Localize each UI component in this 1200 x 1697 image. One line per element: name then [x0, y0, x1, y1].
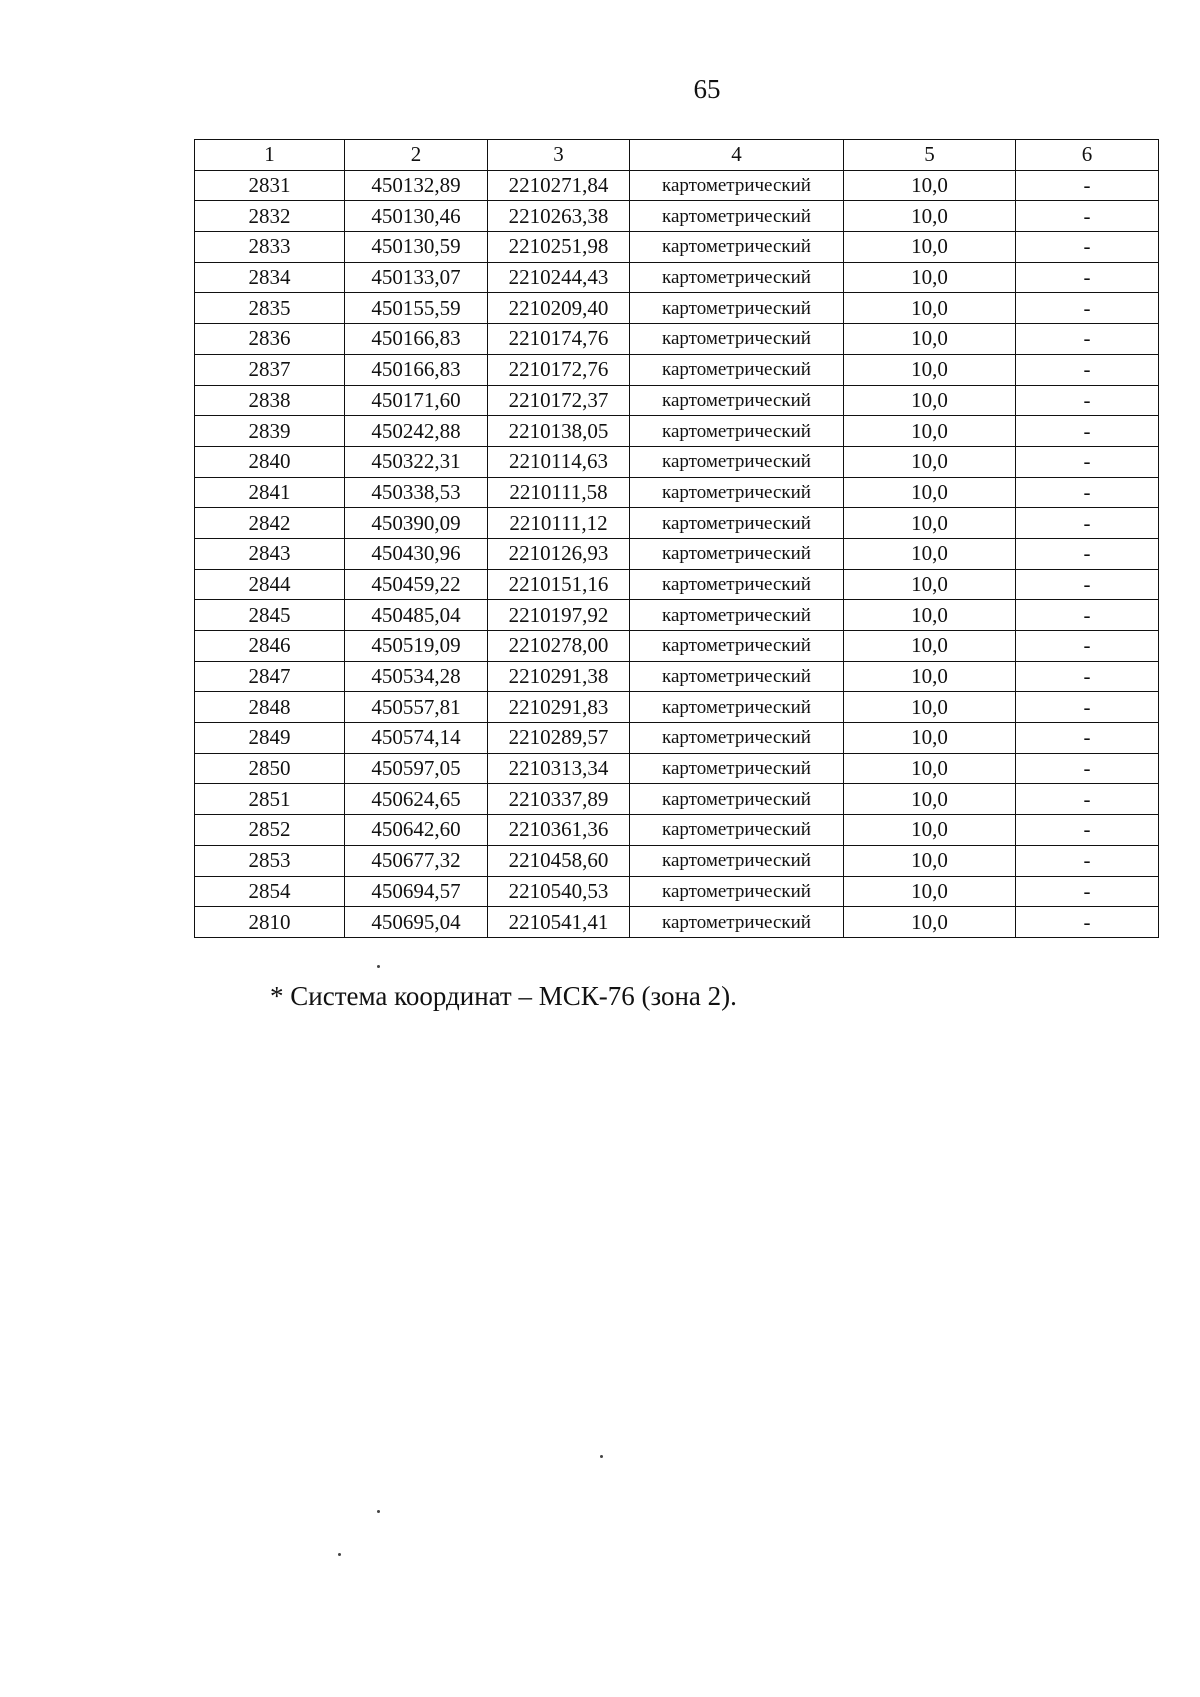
note-cell: - — [1016, 753, 1159, 784]
point-number-cell: 2843 — [195, 538, 345, 569]
y-coordinate-cell: 2210151,16 — [488, 569, 630, 600]
y-coordinate-cell: 2210138,05 — [488, 416, 630, 447]
y-coordinate-cell: 2210271,84 — [488, 170, 630, 201]
point-number-cell: 2832 — [195, 201, 345, 232]
x-coordinate-cell: 450557,81 — [345, 692, 488, 723]
point-number-cell: 2839 — [195, 416, 345, 447]
x-coordinate-cell: 450519,09 — [345, 631, 488, 662]
x-coordinate-cell: 450624,65 — [345, 784, 488, 815]
accuracy-cell: 10,0 — [844, 293, 1016, 324]
x-coordinate-cell: 450642,60 — [345, 815, 488, 846]
point-number-cell: 2831 — [195, 170, 345, 201]
coordinates-table — [194, 139, 1159, 938]
table-row — [195, 845, 1159, 876]
y-coordinate-cell: 2210458,60 — [488, 845, 630, 876]
note-cell: - — [1016, 631, 1159, 662]
footnote: * Система координат – МСК-76 (зона 2). — [270, 981, 737, 1011]
x-coordinate-cell: 450133,07 — [345, 262, 488, 293]
accuracy-cell: 10,0 — [844, 815, 1016, 846]
table-row — [195, 661, 1159, 692]
point-number-cell: 2849 — [195, 723, 345, 754]
note-cell: - — [1016, 508, 1159, 539]
x-coordinate-cell: 450130,59 — [345, 232, 488, 263]
note-cell: - — [1016, 232, 1159, 263]
method-cell: картометрический — [630, 907, 844, 938]
accuracy-cell: 10,0 — [844, 538, 1016, 569]
y-coordinate-cell: 2210291,38 — [488, 661, 630, 692]
table-row — [195, 538, 1159, 569]
method-cell: картометрический — [630, 692, 844, 723]
note-cell: - — [1016, 723, 1159, 754]
point-number-cell: 2833 — [195, 232, 345, 263]
point-number-cell: 2852 — [195, 815, 345, 846]
table-row — [195, 354, 1159, 385]
method-cell: картометрический — [630, 753, 844, 784]
accuracy-cell: 10,0 — [844, 753, 1016, 784]
point-number-cell: 2851 — [195, 784, 345, 815]
column-header: 3 — [488, 140, 630, 171]
accuracy-cell: 10,0 — [844, 600, 1016, 631]
x-coordinate-cell: 450171,60 — [345, 385, 488, 416]
y-coordinate-cell: 2210172,76 — [488, 354, 630, 385]
note-cell: - — [1016, 569, 1159, 600]
point-number-cell: 2854 — [195, 876, 345, 907]
note-cell: - — [1016, 201, 1159, 232]
y-coordinate-cell: 2210174,76 — [488, 324, 630, 355]
method-cell: картометрический — [630, 876, 844, 907]
table-row — [195, 201, 1159, 232]
method-cell: картометрический — [630, 815, 844, 846]
point-number-cell: 2845 — [195, 600, 345, 631]
table-row — [195, 324, 1159, 355]
note-cell: - — [1016, 477, 1159, 508]
method-cell: картометрический — [630, 385, 844, 416]
point-number-cell: 2841 — [195, 477, 345, 508]
note-cell: - — [1016, 293, 1159, 324]
note-cell: - — [1016, 385, 1159, 416]
x-coordinate-cell: 450242,88 — [345, 416, 488, 447]
table-row — [195, 692, 1159, 723]
x-coordinate-cell: 450459,22 — [345, 569, 488, 600]
table-row — [195, 508, 1159, 539]
point-number-cell: 2847 — [195, 661, 345, 692]
x-coordinate-cell: 450322,31 — [345, 446, 488, 477]
accuracy-cell: 10,0 — [844, 692, 1016, 723]
note-cell: - — [1016, 354, 1159, 385]
point-number-cell: 2835 — [195, 293, 345, 324]
point-number-cell: 2837 — [195, 354, 345, 385]
accuracy-cell: 10,0 — [844, 631, 1016, 662]
table-row — [195, 784, 1159, 815]
note-cell: - — [1016, 661, 1159, 692]
method-cell: картометрический — [630, 631, 844, 662]
table-row — [195, 385, 1159, 416]
point-number-cell: 2853 — [195, 845, 345, 876]
y-coordinate-cell: 2210172,37 — [488, 385, 630, 416]
note-cell: - — [1016, 692, 1159, 723]
method-cell: картометрический — [630, 416, 844, 447]
accuracy-cell: 10,0 — [844, 876, 1016, 907]
table-header-row — [195, 140, 1159, 171]
accuracy-cell: 10,0 — [844, 569, 1016, 600]
note-cell: - — [1016, 845, 1159, 876]
accuracy-cell: 10,0 — [844, 845, 1016, 876]
x-coordinate-cell: 450130,46 — [345, 201, 488, 232]
point-number-cell: 2846 — [195, 631, 345, 662]
method-cell: картометрический — [630, 324, 844, 355]
accuracy-cell: 10,0 — [844, 201, 1016, 232]
y-coordinate-cell: 2210251,98 — [488, 232, 630, 263]
x-coordinate-cell: 450574,14 — [345, 723, 488, 754]
table-body — [195, 170, 1159, 937]
y-coordinate-cell: 2210337,89 — [488, 784, 630, 815]
method-cell: картометрический — [630, 538, 844, 569]
accuracy-cell: 10,0 — [844, 262, 1016, 293]
method-cell: картометрический — [630, 661, 844, 692]
method-cell: картометрический — [630, 293, 844, 324]
method-cell: картометрический — [630, 477, 844, 508]
x-coordinate-cell: 450166,83 — [345, 324, 488, 355]
x-coordinate-cell: 450677,32 — [345, 845, 488, 876]
note-cell: - — [1016, 815, 1159, 846]
y-coordinate-cell: 2210197,92 — [488, 600, 630, 631]
method-cell: картометрический — [630, 784, 844, 815]
method-cell: картометрический — [630, 600, 844, 631]
accuracy-cell: 10,0 — [844, 232, 1016, 263]
note-cell: - — [1016, 600, 1159, 631]
table-row — [195, 815, 1159, 846]
method-cell: картометрический — [630, 170, 844, 201]
table-row — [195, 753, 1159, 784]
y-coordinate-cell: 2210540,53 — [488, 876, 630, 907]
method-cell: картометрический — [630, 508, 844, 539]
point-number-cell: 2840 — [195, 446, 345, 477]
x-coordinate-cell: 450694,57 — [345, 876, 488, 907]
note-cell: - — [1016, 324, 1159, 355]
method-cell: картометрический — [630, 232, 844, 263]
column-header: 4 — [630, 140, 844, 171]
table-row — [195, 477, 1159, 508]
x-coordinate-cell: 450430,96 — [345, 538, 488, 569]
column-header: 6 — [1016, 140, 1159, 171]
table-row — [195, 876, 1159, 907]
method-cell: картометрический — [630, 354, 844, 385]
accuracy-cell: 10,0 — [844, 723, 1016, 754]
table-row — [195, 631, 1159, 662]
point-number-cell: 2842 — [195, 508, 345, 539]
x-coordinate-cell: 450597,05 — [345, 753, 488, 784]
y-coordinate-cell: 2210114,63 — [488, 446, 630, 477]
table-row — [195, 262, 1159, 293]
column-header: 5 — [844, 140, 1016, 171]
table-row — [195, 723, 1159, 754]
y-coordinate-cell: 2210541,41 — [488, 907, 630, 938]
scan-speck — [377, 965, 380, 968]
y-coordinate-cell: 2210111,12 — [488, 508, 630, 539]
accuracy-cell: 10,0 — [844, 385, 1016, 416]
accuracy-cell: 10,0 — [844, 784, 1016, 815]
note-cell: - — [1016, 170, 1159, 201]
x-coordinate-cell: 450485,04 — [345, 600, 488, 631]
table-row — [195, 232, 1159, 263]
method-cell: картометрический — [630, 201, 844, 232]
accuracy-cell: 10,0 — [844, 907, 1016, 938]
scan-speck — [600, 1455, 603, 1458]
x-coordinate-cell: 450695,04 — [345, 907, 488, 938]
table-row — [195, 600, 1159, 631]
scan-speck — [338, 1553, 341, 1556]
accuracy-cell: 10,0 — [844, 477, 1016, 508]
y-coordinate-cell: 2210313,34 — [488, 753, 630, 784]
column-header: 2 — [345, 140, 488, 171]
accuracy-cell: 10,0 — [844, 170, 1016, 201]
point-number-cell: 2834 — [195, 262, 345, 293]
y-coordinate-cell: 2210291,83 — [488, 692, 630, 723]
x-coordinate-cell: 450166,83 — [345, 354, 488, 385]
table-row — [195, 569, 1159, 600]
point-number-cell: 2836 — [195, 324, 345, 355]
y-coordinate-cell: 2210361,36 — [488, 815, 630, 846]
note-cell: - — [1016, 876, 1159, 907]
method-cell: картометрический — [630, 723, 844, 754]
note-cell: - — [1016, 446, 1159, 477]
y-coordinate-cell: 2210126,93 — [488, 538, 630, 569]
table-row — [195, 446, 1159, 477]
note-cell: - — [1016, 416, 1159, 447]
table-row — [195, 170, 1159, 201]
accuracy-cell: 10,0 — [844, 508, 1016, 539]
note-cell: - — [1016, 538, 1159, 569]
y-coordinate-cell: 2210111,58 — [488, 477, 630, 508]
point-number-cell: 2838 — [195, 385, 345, 416]
accuracy-cell: 10,0 — [844, 324, 1016, 355]
accuracy-cell: 10,0 — [844, 446, 1016, 477]
method-cell: картометрический — [630, 446, 844, 477]
note-cell: - — [1016, 262, 1159, 293]
note-cell: - — [1016, 907, 1159, 938]
scan-speck — [377, 1510, 380, 1513]
page-number: 65 — [693, 74, 721, 104]
table-row — [195, 293, 1159, 324]
y-coordinate-cell: 2210209,40 — [488, 293, 630, 324]
point-number-cell: 2848 — [195, 692, 345, 723]
column-header: 1 — [195, 140, 345, 171]
point-number-cell: 2810 — [195, 907, 345, 938]
y-coordinate-cell: 2210244,43 — [488, 262, 630, 293]
method-cell: картометрический — [630, 262, 844, 293]
method-cell: картометрический — [630, 569, 844, 600]
accuracy-cell: 10,0 — [844, 354, 1016, 385]
point-number-cell: 2850 — [195, 753, 345, 784]
x-coordinate-cell: 450390,09 — [345, 508, 488, 539]
accuracy-cell: 10,0 — [844, 661, 1016, 692]
method-cell: картометрический — [630, 845, 844, 876]
y-coordinate-cell: 2210278,00 — [488, 631, 630, 662]
point-number-cell: 2844 — [195, 569, 345, 600]
x-coordinate-cell: 450534,28 — [345, 661, 488, 692]
table-row — [195, 416, 1159, 447]
y-coordinate-cell: 2210289,57 — [488, 723, 630, 754]
accuracy-cell: 10,0 — [844, 416, 1016, 447]
table-row — [195, 907, 1159, 938]
note-cell: - — [1016, 784, 1159, 815]
y-coordinate-cell: 2210263,38 — [488, 201, 630, 232]
x-coordinate-cell: 450155,59 — [345, 293, 488, 324]
x-coordinate-cell: 450132,89 — [345, 170, 488, 201]
x-coordinate-cell: 450338,53 — [345, 477, 488, 508]
